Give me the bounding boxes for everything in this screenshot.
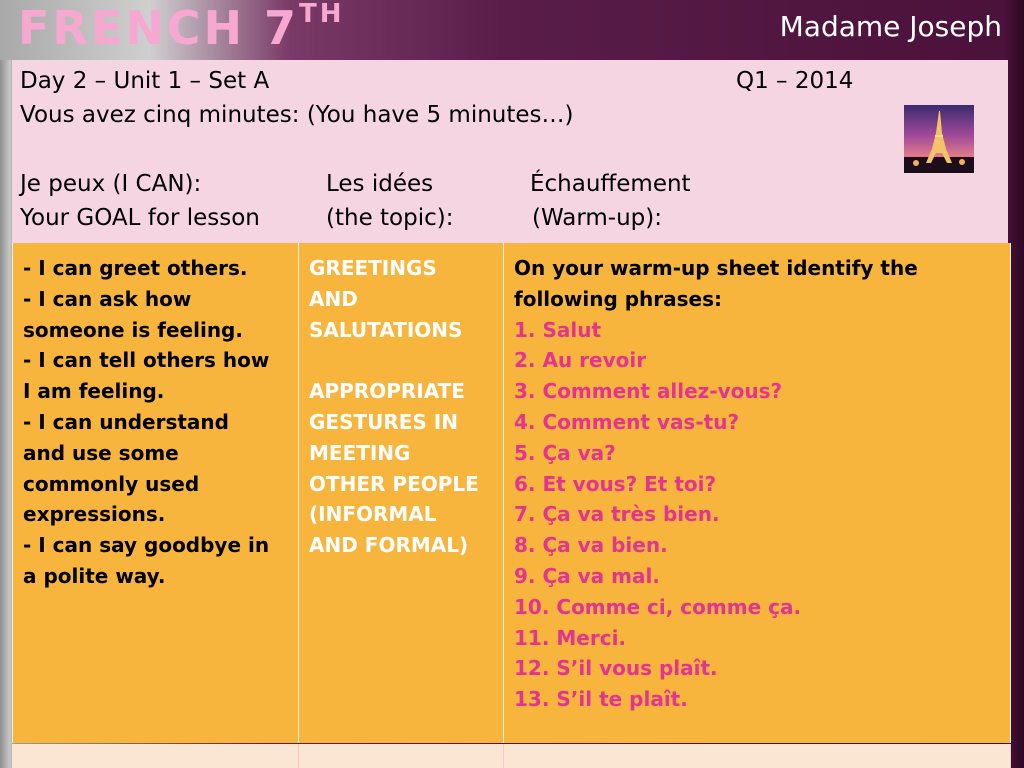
warmup-subheader: (Warm-up): — [532, 205, 662, 231]
topic-line: APPROPRIATE — [309, 379, 465, 404]
goal-line: expressions. — [23, 502, 166, 527]
slide-title: FRENCH 7TH — [18, 0, 345, 55]
goal-line: - I can ask how — [23, 286, 192, 311]
empty-row-cell — [299, 744, 504, 768]
goal-line: a polite way. — [23, 563, 166, 588]
quarter-year: Q1 – 2014 — [736, 68, 854, 94]
goal-line: - I can greet others. — [23, 256, 248, 280]
topic-line: OTHER PEOPLE — [309, 471, 479, 496]
phrase-item: 5. Ça va? — [514, 440, 616, 465]
day-unit-set: Day 2 – Unit 1 – Set A — [20, 68, 270, 94]
phrase-item: 8. Ça va bien. — [514, 533, 668, 558]
phrase-item: 4. Comment vas-tu? — [514, 409, 740, 434]
lesson-table — [12, 243, 1011, 768]
warmup-intro: following phrases: — [514, 286, 723, 311]
phrase-item: 7. Ça va très bien. — [514, 502, 720, 527]
warmup-cell — [504, 243, 1011, 743]
instructions: Vous avez cinq minutes: (You have 5 minutes…) — [20, 102, 574, 128]
phrase-item: 1. Salut — [514, 317, 602, 342]
topic-line: SALUTATIONS — [309, 317, 463, 342]
phrase-item: 3. Comment allez-vous? — [514, 379, 783, 404]
topic-line: GESTURES IN — [309, 409, 458, 434]
teacher-name: Madame Joseph — [779, 10, 1002, 43]
topic-line: GREETINGS — [309, 256, 437, 280]
topic-line: (INFORMAL — [309, 502, 437, 527]
topic-line: AND FORMAL) — [309, 533, 469, 558]
goal-line: commonly used — [23, 471, 200, 496]
phrase-item: 2. Au revoir — [514, 348, 647, 373]
goal-line: I am feeling. — [23, 379, 165, 404]
topic-line — [309, 345, 493, 376]
phrase-item: 13. S’il te plaît. — [514, 687, 688, 712]
goals-cell — [12, 243, 299, 743]
phrase-item: 12. S’il vous plaît. — [514, 656, 718, 681]
empty-row-cell — [12, 744, 299, 768]
phrase-item: 9. Ça va mal. — [514, 563, 660, 588]
phrase-item: 10. Comme ci, comme ça. — [514, 594, 802, 619]
phrase-item: 11. Merci. — [514, 625, 627, 650]
topic-subheader: (the topic): — [326, 205, 454, 231]
warmup-intro: On your warm-up sheet identify the — [514, 256, 918, 280]
empty-row-cell — [504, 744, 1011, 768]
topic-header: Les idées — [326, 171, 434, 197]
topic-line: AND — [309, 286, 358, 311]
goal-line: and use some — [23, 440, 179, 465]
goal-line: someone is feeling. — [23, 317, 243, 342]
goal-line: - I can understand — [23, 409, 229, 434]
eiffel-tower-photo — [904, 105, 974, 173]
warmup-header: Échauffement — [530, 171, 691, 197]
phrase-item: 6. Et vous? Et toi? — [514, 471, 717, 496]
topic-line: MEETING — [309, 440, 411, 465]
goal-line: - I can tell others how — [23, 348, 270, 373]
goal-subheader: Your GOAL for lesson — [20, 205, 260, 231]
goal-line: - I can say goodbye in — [23, 533, 270, 558]
goal-header: Je peux (I CAN): — [20, 171, 202, 197]
topics-cell — [299, 243, 504, 743]
